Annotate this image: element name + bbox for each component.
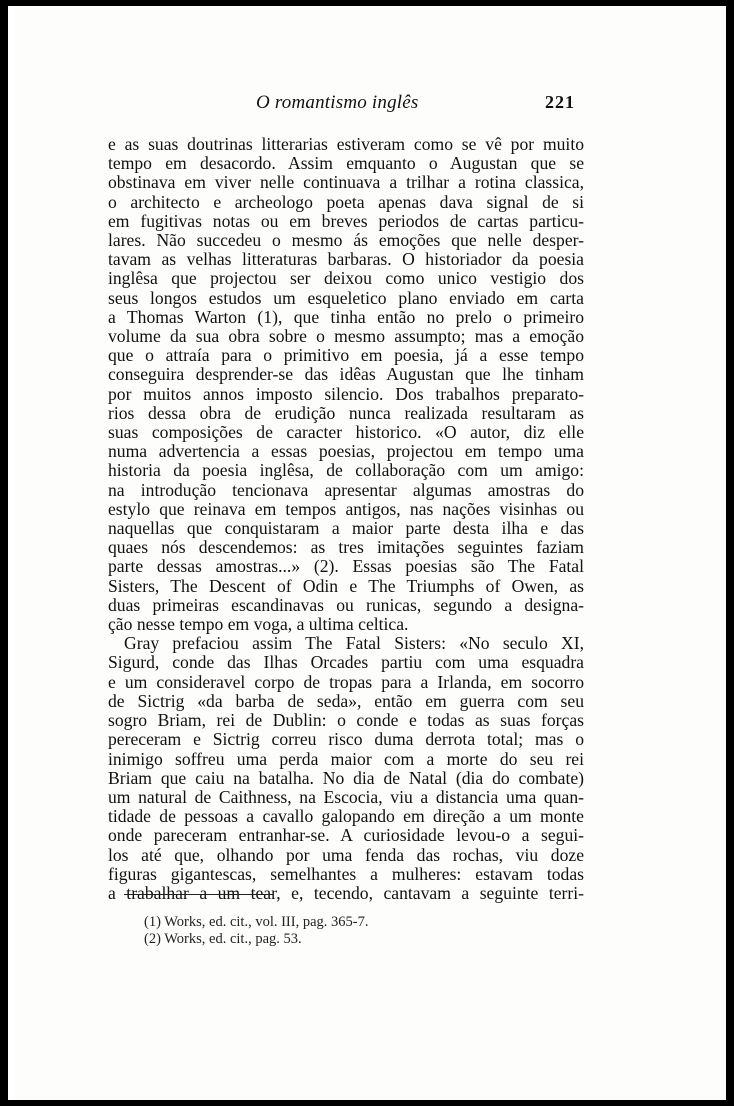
running-title: O romantismo inglês bbox=[256, 92, 419, 113]
text-line: em fugitivas notas ou em breves periodos de cartas particu- bbox=[108, 210, 584, 231]
text-line: Sigurd, conde das Ilhas Orcades partiu com uma esquadra bbox=[108, 652, 584, 673]
text-line: o architecto e archeologo poeta apenas dava signal de si bbox=[108, 191, 584, 212]
running-header bbox=[14, 92, 726, 116]
text-line: por muitos annos imposto silencio. Dos trabalhos preparato- bbox=[108, 383, 584, 404]
text-line: los até que, olhando por uma fenda das rochas, viu doze bbox=[108, 844, 584, 865]
page-number: 221 bbox=[545, 92, 575, 112]
text-line: lares. Não succedeu o mesmo ás emoções que nelle desper- bbox=[108, 230, 584, 251]
text-line: Sisters, The Descent of Odin e The Triumphs of Owen, as bbox=[108, 575, 584, 596]
text-line: onde pareceram entranhar-se. A curiosidade levou-o a segui- bbox=[108, 825, 584, 846]
text-line: conseguira desprender-se das idêas Augustan que lhe tinham bbox=[108, 364, 584, 385]
paragraph-first-line: Gray prefaciou assim The Fatal Sisters: «No seculo XI, bbox=[124, 633, 584, 654]
text-line: volume da sua obra sobre o mesmo assumpto; mas a emoção bbox=[108, 326, 584, 347]
text-line: duas primeiras escandinavas ou runicas, segundo a designa- bbox=[108, 594, 584, 615]
footnote: (2) Works, ed. cit., pag. 53. bbox=[144, 931, 302, 947]
text-line: na introdução tencionava apresentar algumas amostras do bbox=[108, 479, 584, 500]
text-line: numa advertencia a essas poesias, projectou em tempo uma bbox=[108, 441, 584, 462]
text-line: naquellas que conquistaram a maior parte desta ilha e das bbox=[108, 518, 584, 539]
text-line: de Sictrig «da barba de seda», então em guerra com seu bbox=[108, 690, 584, 711]
text-line: e as suas doutrinas litterarias estiveram como se vê por muito bbox=[108, 134, 584, 154]
book-page bbox=[14, 8, 726, 1100]
text-line: obstinava em viver nelle continuava a trilhar a rotina classica, bbox=[108, 172, 584, 193]
text-line: tidade de pessoas a cavallo galopando em direção a um monte bbox=[108, 806, 584, 827]
text-line: inimigo soffreu uma perda maior com a morte do seu rei bbox=[108, 748, 584, 769]
text-line: estylo que reinava em tempos antigos, nas nações visinhas ou bbox=[108, 498, 584, 519]
text-line: seus longos estudos um esqueletico plano enviado em carta bbox=[108, 287, 584, 308]
text-line: tavam as velhas litteraturas barbaras. O historiador da poesia bbox=[108, 249, 584, 270]
text-line: um natural de Caithness, na Escocia, viu a distancia uma quan- bbox=[108, 786, 584, 807]
paragraph-last-line: ção nesse tempo em voga, a ultima celtica. bbox=[108, 614, 409, 635]
footnote-separator bbox=[124, 894, 274, 895]
text-line: historia da poesia inglêsa, de collaboração com um amigo: bbox=[108, 460, 584, 481]
text-line: figuras gigantescas, semelhantes a mulheres: estavam todas bbox=[108, 863, 584, 884]
text-line: quaes nós descendemos: as tres imitações seguintes faziam bbox=[108, 537, 584, 558]
body-text bbox=[108, 135, 584, 903]
text-line: parte dessas amostras...» (2). Essas poesias são The Fatal bbox=[108, 556, 584, 577]
text-line: inglêsa que projectou ser deixou como unico vestigio dos bbox=[108, 268, 584, 289]
text-line: sogro Briam, rei de Dublin: o conde e todas as suas forças bbox=[108, 710, 584, 731]
text-line: pereceram e Sictrig correu risco duma derrota total; mas o bbox=[108, 729, 584, 750]
text-line: tempo em desacordo. Assim emquanto o Augustan que se bbox=[108, 153, 584, 174]
text-line: que o attraía para o primitivo em poesia, já a esse tempo bbox=[108, 345, 584, 366]
text-line: Briam que caiu na batalha. No dia de Natal (dia do combate) bbox=[108, 767, 584, 788]
text-line: a trabalhar a um tear, e, tecendo, cantavam a seguinte terri- bbox=[108, 882, 584, 903]
text-line: e um consideravel corpo de tropas para a Irlanda, em socorro bbox=[108, 671, 584, 692]
footnote: (1) Works, ed. cit., vol. III, pag. 365-7. bbox=[144, 914, 369, 930]
text-line: suas composições de caracter historico. «O autor, diz elle bbox=[108, 422, 584, 443]
text-line: a Thomas Warton (1), que tinha então no prelo o primeiro bbox=[108, 306, 584, 327]
text-line: rios dessa obra de erudição nunca realizada resultaram as bbox=[108, 402, 584, 423]
footnotes bbox=[144, 914, 368, 948]
